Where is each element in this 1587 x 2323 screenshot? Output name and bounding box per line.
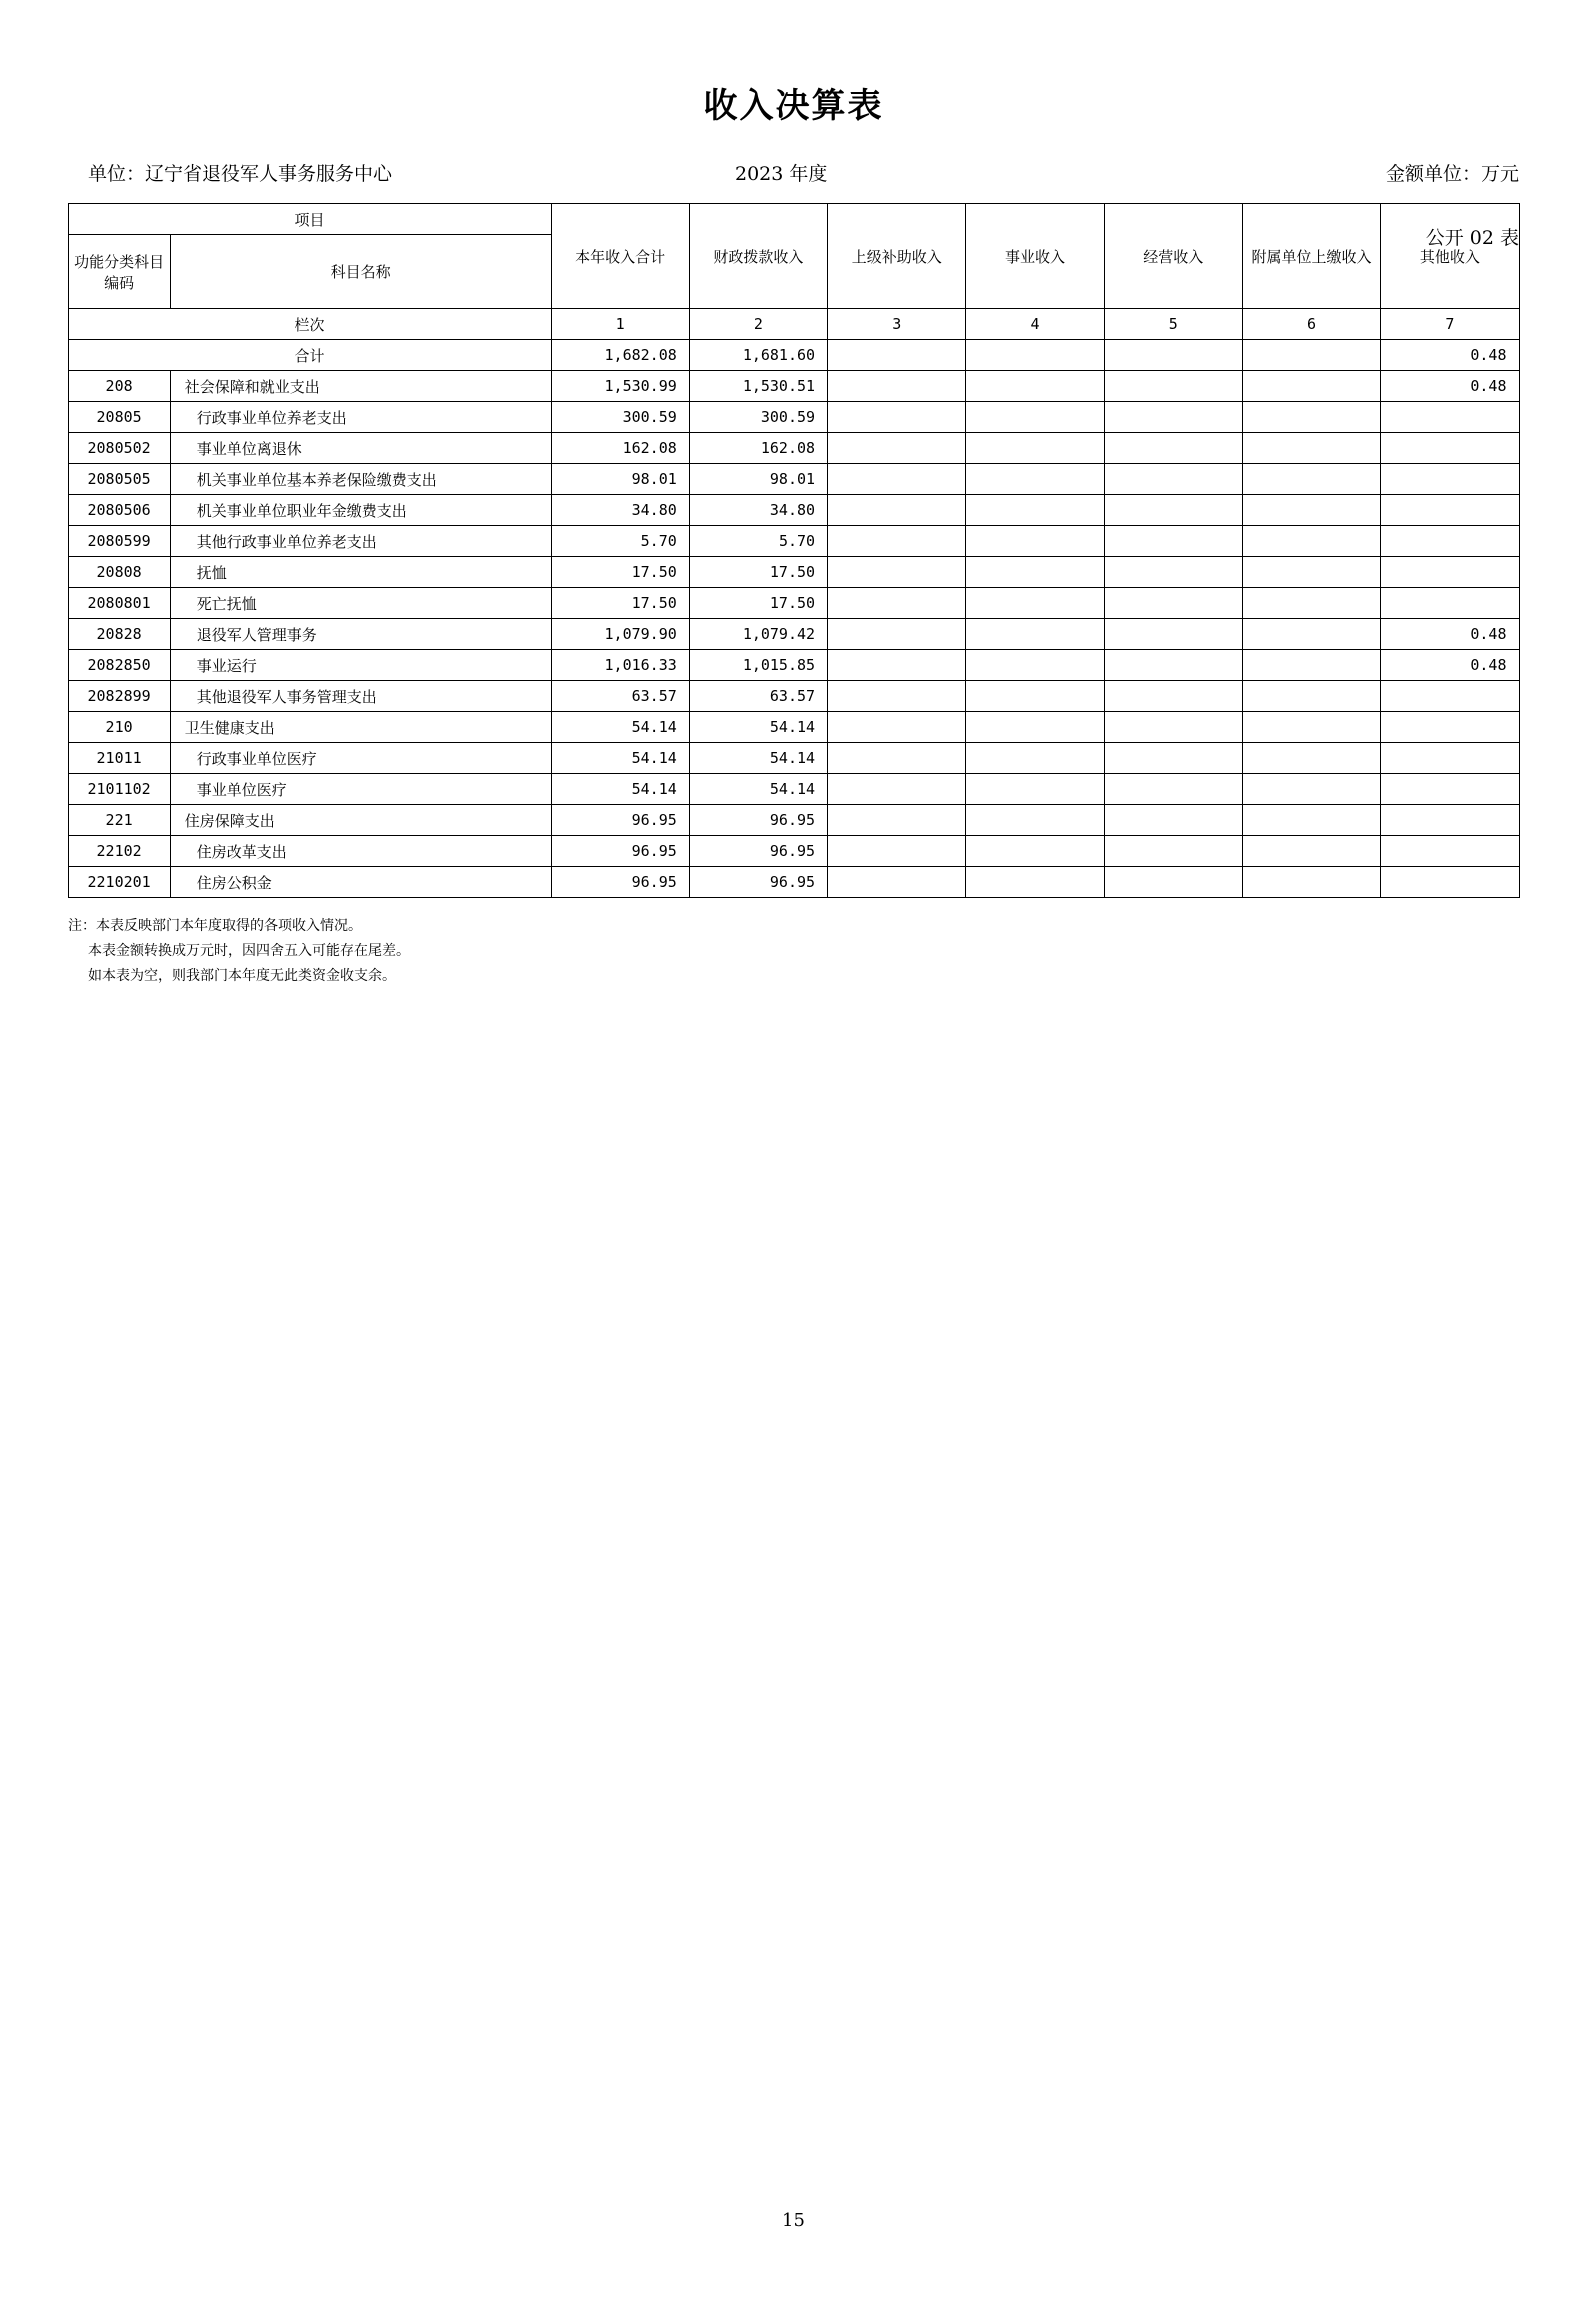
page-title: 收入决算表 [703,86,884,126]
row-value-5 [1104,743,1242,774]
header-index-6: 6 [1242,309,1380,340]
table-row [68,495,1519,526]
total-value-4 [966,340,1104,371]
row-value-1: 96.95 [551,836,689,867]
row-value-2: 54.14 [689,774,827,805]
header-row-project [68,204,1519,235]
row-value-7 [1381,464,1519,495]
total-value-2: 1,681.60 [689,340,827,371]
header-index-7: 7 [1381,309,1519,340]
table-row [68,371,1519,402]
row-value-4 [966,433,1104,464]
row-subject-name: 住房保障支出 [170,805,551,836]
income-final-accounts-table [68,203,1520,898]
row-value-5 [1104,371,1242,402]
table-body [68,340,1519,898]
row-value-7 [1381,526,1519,557]
table-row [68,557,1519,588]
row-code: 2080506 [68,495,170,526]
row-value-3 [828,650,966,681]
row-subject-name: 事业单位医疗 [170,774,551,805]
table-row [68,588,1519,619]
row-value-3 [828,464,966,495]
row-value-2: 63.57 [689,681,827,712]
header-subject-name: 科目名称 [170,235,551,309]
row-value-6 [1242,743,1380,774]
total-value-1: 1,682.08 [551,340,689,371]
total-value-5 [1104,340,1242,371]
header-functional-code: 功能分类科目编码 [68,235,170,309]
row-value-3 [828,743,966,774]
row-value-5 [1104,805,1242,836]
row-value-1: 17.50 [551,557,689,588]
row-value-6 [1242,433,1380,464]
row-value-6 [1242,774,1380,805]
row-value-4 [966,774,1104,805]
row-subject-name: 事业运行 [170,650,551,681]
row-value-5 [1104,681,1242,712]
row-value-5 [1104,557,1242,588]
row-value-6 [1242,371,1380,402]
row-subject-name: 机关事业单位基本养老保险缴费支出 [170,464,551,495]
row-value-7 [1381,433,1519,464]
table-header [68,204,1519,340]
row-value-5 [1104,433,1242,464]
row-value-2: 96.95 [689,836,827,867]
row-value-1: 5.70 [551,526,689,557]
amount-unit-label: 金额单位：万元 [1385,163,1519,185]
row-code: 2080599 [68,526,170,557]
unit-label: 单位：辽宁省退役军人事务服务中心 [88,163,393,185]
row-code: 20805 [68,402,170,433]
row-value-5 [1104,712,1242,743]
table-row [68,526,1519,557]
row-subject-name: 住房公积金 [170,867,551,898]
row-value-2: 17.50 [689,588,827,619]
table-row-total [68,340,1519,371]
row-value-1: 54.14 [551,712,689,743]
row-code: 2082850 [68,650,170,681]
row-value-6 [1242,526,1380,557]
row-value-7: 0.48 [1381,371,1519,402]
row-value-3 [828,774,966,805]
table-row [68,867,1519,898]
row-value-3 [828,619,966,650]
row-value-3 [828,371,966,402]
row-value-1: 54.14 [551,743,689,774]
sheet-number: 公开 02 表 [1425,227,1519,249]
row-value-7 [1381,681,1519,712]
row-code: 2080502 [68,433,170,464]
row-code: 221 [68,805,170,836]
row-value-2: 96.95 [689,867,827,898]
row-value-3 [828,557,966,588]
table-row [68,433,1519,464]
row-value-4 [966,588,1104,619]
year-label: 2023 年度 [735,163,828,185]
row-value-7: 0.48 [1381,619,1519,650]
header-col-6: 附属单位上缴收入 [1242,204,1380,309]
row-value-7 [1381,867,1519,898]
row-value-4 [966,743,1104,774]
row-value-4 [966,464,1104,495]
row-value-4 [966,371,1104,402]
row-value-6 [1242,588,1380,619]
row-value-2: 54.14 [689,743,827,774]
row-value-6 [1242,557,1380,588]
row-value-3 [828,433,966,464]
document-page [0,78,1587,2323]
total-value-3 [828,340,966,371]
header-col-5: 经营收入 [1104,204,1242,309]
row-code: 20828 [68,619,170,650]
row-value-4 [966,836,1104,867]
row-value-2: 98.01 [689,464,827,495]
row-value-7 [1381,402,1519,433]
row-value-6 [1242,867,1380,898]
row-value-1: 96.95 [551,867,689,898]
row-subject-name: 其他行政事业单位养老支出 [170,526,551,557]
header-index-4: 4 [966,309,1104,340]
row-value-5 [1104,650,1242,681]
total-value-7: 0.48 [1381,340,1519,371]
row-value-4 [966,681,1104,712]
row-value-5 [1104,402,1242,433]
row-subject-name: 事业单位离退休 [170,433,551,464]
header-col-3: 上级补助收入 [828,204,966,309]
header-project-group: 项目 [68,204,551,235]
row-subject-name: 机关事业单位职业年金缴费支出 [170,495,551,526]
table-row [68,650,1519,681]
header-row-index-label: 栏次 [68,309,551,340]
row-value-4 [966,650,1104,681]
header-col-7: 其他收入 [1381,204,1519,309]
row-subject-name: 死亡抚恤 [170,588,551,619]
row-value-6 [1242,619,1380,650]
row-value-5 [1104,836,1242,867]
row-value-7 [1381,805,1519,836]
row-value-3 [828,867,966,898]
meta-row [0,159,1587,189]
row-value-3 [828,402,966,433]
row-value-1: 34.80 [551,495,689,526]
row-value-5 [1104,495,1242,526]
row-value-1: 1,016.33 [551,650,689,681]
row-value-6 [1242,681,1380,712]
table-row [68,712,1519,743]
row-value-7: 0.48 [1381,650,1519,681]
row-value-3 [828,805,966,836]
row-code: 210 [68,712,170,743]
total-label: 合计 [68,340,551,371]
header-index-2: 2 [689,309,827,340]
table-row [68,774,1519,805]
page-number: 15 [782,2210,805,2231]
row-code: 2210201 [68,867,170,898]
row-subject-name: 住房改革支出 [170,836,551,867]
row-value-3 [828,681,966,712]
row-value-1: 162.08 [551,433,689,464]
row-value-6 [1242,402,1380,433]
header-index-3: 3 [828,309,966,340]
row-value-4 [966,619,1104,650]
table-row [68,619,1519,650]
row-value-3 [828,836,966,867]
row-value-3 [828,712,966,743]
row-value-1: 96.95 [551,805,689,836]
row-value-1: 1,079.90 [551,619,689,650]
row-code: 2080505 [68,464,170,495]
row-value-1: 63.57 [551,681,689,712]
row-code: 21011 [68,743,170,774]
row-code: 2082899 [68,681,170,712]
header-index-1: 1 [551,309,689,340]
row-code: 22102 [68,836,170,867]
row-subject-name: 抚恤 [170,557,551,588]
row-value-5 [1104,867,1242,898]
row-value-2: 54.14 [689,712,827,743]
row-value-2: 34.80 [689,495,827,526]
note-line-1: 注：本表反映部门本年度取得的各项收入情况。 [68,918,362,934]
table-row [68,464,1519,495]
row-value-3 [828,495,966,526]
row-value-1: 54.14 [551,774,689,805]
row-value-6 [1242,495,1380,526]
row-value-5 [1104,588,1242,619]
row-value-5 [1104,774,1242,805]
table-row [68,805,1519,836]
row-value-4 [966,805,1104,836]
row-value-5 [1104,619,1242,650]
row-subject-name: 其他退役军人事务管理支出 [170,681,551,712]
row-value-7 [1381,774,1519,805]
row-value-7 [1381,557,1519,588]
row-value-3 [828,526,966,557]
row-subject-name: 行政事业单位医疗 [170,743,551,774]
row-value-2: 17.50 [689,557,827,588]
row-value-2: 5.70 [689,526,827,557]
row-subject-name: 社会保障和就业支出 [170,371,551,402]
row-value-4 [966,712,1104,743]
row-value-5 [1104,526,1242,557]
row-value-7 [1381,712,1519,743]
row-value-6 [1242,836,1380,867]
row-value-7 [1381,588,1519,619]
row-value-2: 1,079.42 [689,619,827,650]
row-value-2: 162.08 [689,433,827,464]
row-value-5 [1104,464,1242,495]
row-value-4 [966,495,1104,526]
header-col-4: 事业收入 [966,204,1104,309]
row-value-6 [1242,464,1380,495]
row-subject-name: 行政事业单位养老支出 [170,402,551,433]
row-code: 20808 [68,557,170,588]
row-value-7 [1381,836,1519,867]
row-value-4 [966,402,1104,433]
row-value-2: 1,530.51 [689,371,827,402]
row-value-1: 17.50 [551,588,689,619]
row-subject-name: 卫生健康支出 [170,712,551,743]
header-index-5: 5 [1104,309,1242,340]
header-row-index [68,309,1519,340]
row-value-6 [1242,712,1380,743]
row-value-1: 1,530.99 [551,371,689,402]
row-value-1: 300.59 [551,402,689,433]
row-value-3 [828,588,966,619]
table-row [68,743,1519,774]
row-value-4 [966,526,1104,557]
table-row [68,836,1519,867]
row-value-2: 96.95 [689,805,827,836]
row-value-7 [1381,743,1519,774]
row-value-4 [966,867,1104,898]
row-code: 208 [68,371,170,402]
row-value-6 [1242,805,1380,836]
row-subject-name: 退役军人管理事务 [170,619,551,650]
row-value-7 [1381,495,1519,526]
row-value-2: 300.59 [689,402,827,433]
row-code: 2101102 [68,774,170,805]
table-row [68,402,1519,433]
row-value-6 [1242,650,1380,681]
header-col-1: 本年收入合计 [551,204,689,309]
row-value-4 [966,557,1104,588]
row-code: 2080801 [68,588,170,619]
note-line-2: 本表金额转换成万元时，因四舍五入可能存在尾差。 [88,943,410,959]
total-value-6 [1242,340,1380,371]
table-row [68,681,1519,712]
row-value-2: 1,015.85 [689,650,827,681]
table-notes [0,914,1587,989]
row-value-1: 98.01 [551,464,689,495]
header-col-2: 财政拨款收入 [689,204,827,309]
note-line-3: 如本表为空，则我部门本年度无此类资金收支余。 [88,968,396,984]
